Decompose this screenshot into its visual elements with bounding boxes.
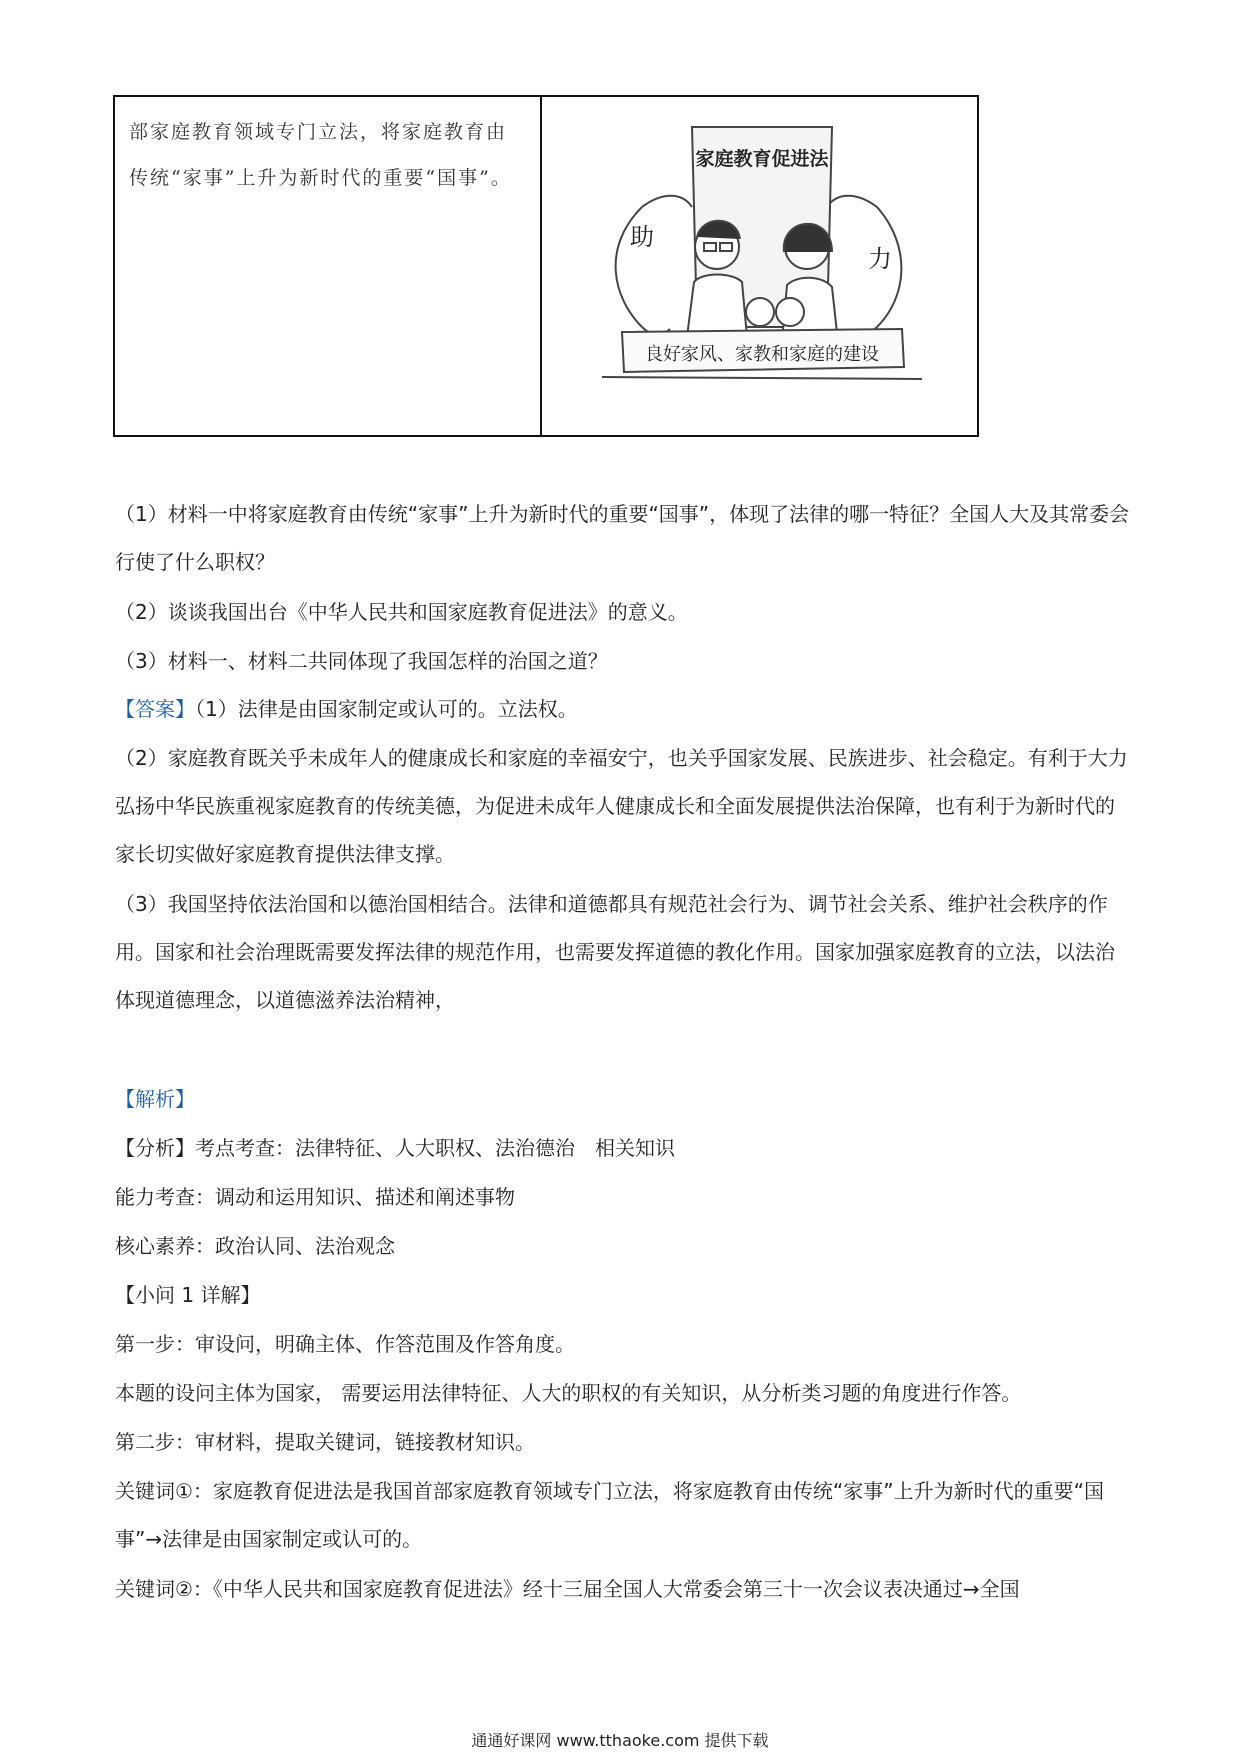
fenxi-tag: 【分析】 <box>115 1136 195 1160</box>
step-1-detail: 本题的设问主体为国家， 需要运用法律特征、人大的职权的有关知识，从分析类习题的角度进行作答。 <box>115 1381 1022 1405</box>
cartoon-cell <box>542 97 977 435</box>
question-1: （1）材料一中将家庭教育由传统“家事”上升为新时代的重要“国事”，体现了法律的哪一特征？全国人大及其常委会行使了什么职权？ <box>115 502 1130 574</box>
answer-line-1 <box>115 685 1130 733</box>
fenxi-text: 考点考查：法律特征、人大职权、法治德治 相关知识 <box>195 1136 675 1160</box>
answer-2: （2）家庭教育既关乎未成年人的健康成长和家庭的幸福安宁，也关乎国家发展、民族进步、社会稳定。有利于大力弘扬中华民族重视家庭教育的传统美德，为促进未成年人健康成长和全面发展提供法治保障，也有利于为新时代的家长切实做好家庭教育提供法律支撑。 <box>115 746 1128 866</box>
keyword-2: 关键词②：《中华人民共和国家庭教育促进法》经十三届全国人大常委会第三十一次会议表决通过→全国 <box>115 1577 1020 1601</box>
cartoon-left-char: 助 <box>630 223 654 251</box>
answer-1: （1）法律是由国家制定或认可的。立法权。 <box>195 697 578 721</box>
sub-question-1-title: 【小问 1 详解】 <box>115 1283 261 1307</box>
analysis-tag: 【解析】 <box>115 1087 195 1111</box>
material-table <box>113 95 979 437</box>
page-footer: 通通好课网 www.tthaoke.com 提供下载 <box>471 1731 769 1750</box>
cartoon-sign-title: 家庭教育促进法 <box>695 148 829 170</box>
material-text: 部家庭教育领域专门立法，将家庭教育由传统“家事”上升为新时代的重要“国事”。 <box>129 121 512 189</box>
step-2: 第二步：审材料，提取关键词，链接教材知识。 <box>115 1430 535 1454</box>
cartoon-right-char: 力 <box>868 245 892 273</box>
cartoon-banner: 良好家风、家教和家庭的建设 <box>645 344 879 365</box>
question-2: （2）谈谈我国出台《中华人民共和国家庭教育促进法》的意义。 <box>115 600 688 624</box>
step-1: 第一步：审设问，明确主体、作答范围及作答角度。 <box>115 1332 575 1356</box>
material-text-cell <box>115 97 542 435</box>
literacy-line: 核心素养：政治认同、法治观念 <box>115 1234 395 1258</box>
family-education-cartoon <box>542 97 977 435</box>
ability-line: 能力考查：调动和运用知识、描述和阐述事物 <box>115 1185 515 1209</box>
answer-tag: 【答案】 <box>115 697 195 721</box>
keyword-1: 关键词①：家庭教育促进法是我国首部家庭教育领域专门立法，将家庭教育由传统“家事”上升为新时代的重要“国事”→法律是由国家制定或认可的。 <box>115 1479 1105 1551</box>
question-3: （3）材料一、材料二共同体现了我国怎样的治国之道？ <box>115 649 608 673</box>
analysis-fenxi-line <box>115 1124 1130 1172</box>
answer-3: （3）我国坚持依法治国和以德治国相结合。法律和道德都具有规范社会行为、调节社会关系、维护社会秩序的作用。国家和社会治理既需要发挥法律的规范作用，也需要发挥道德的教化作用。国家加强家庭教育的立法，以法治体现道德理念，以道德滋养法治精神， <box>115 892 1115 1012</box>
